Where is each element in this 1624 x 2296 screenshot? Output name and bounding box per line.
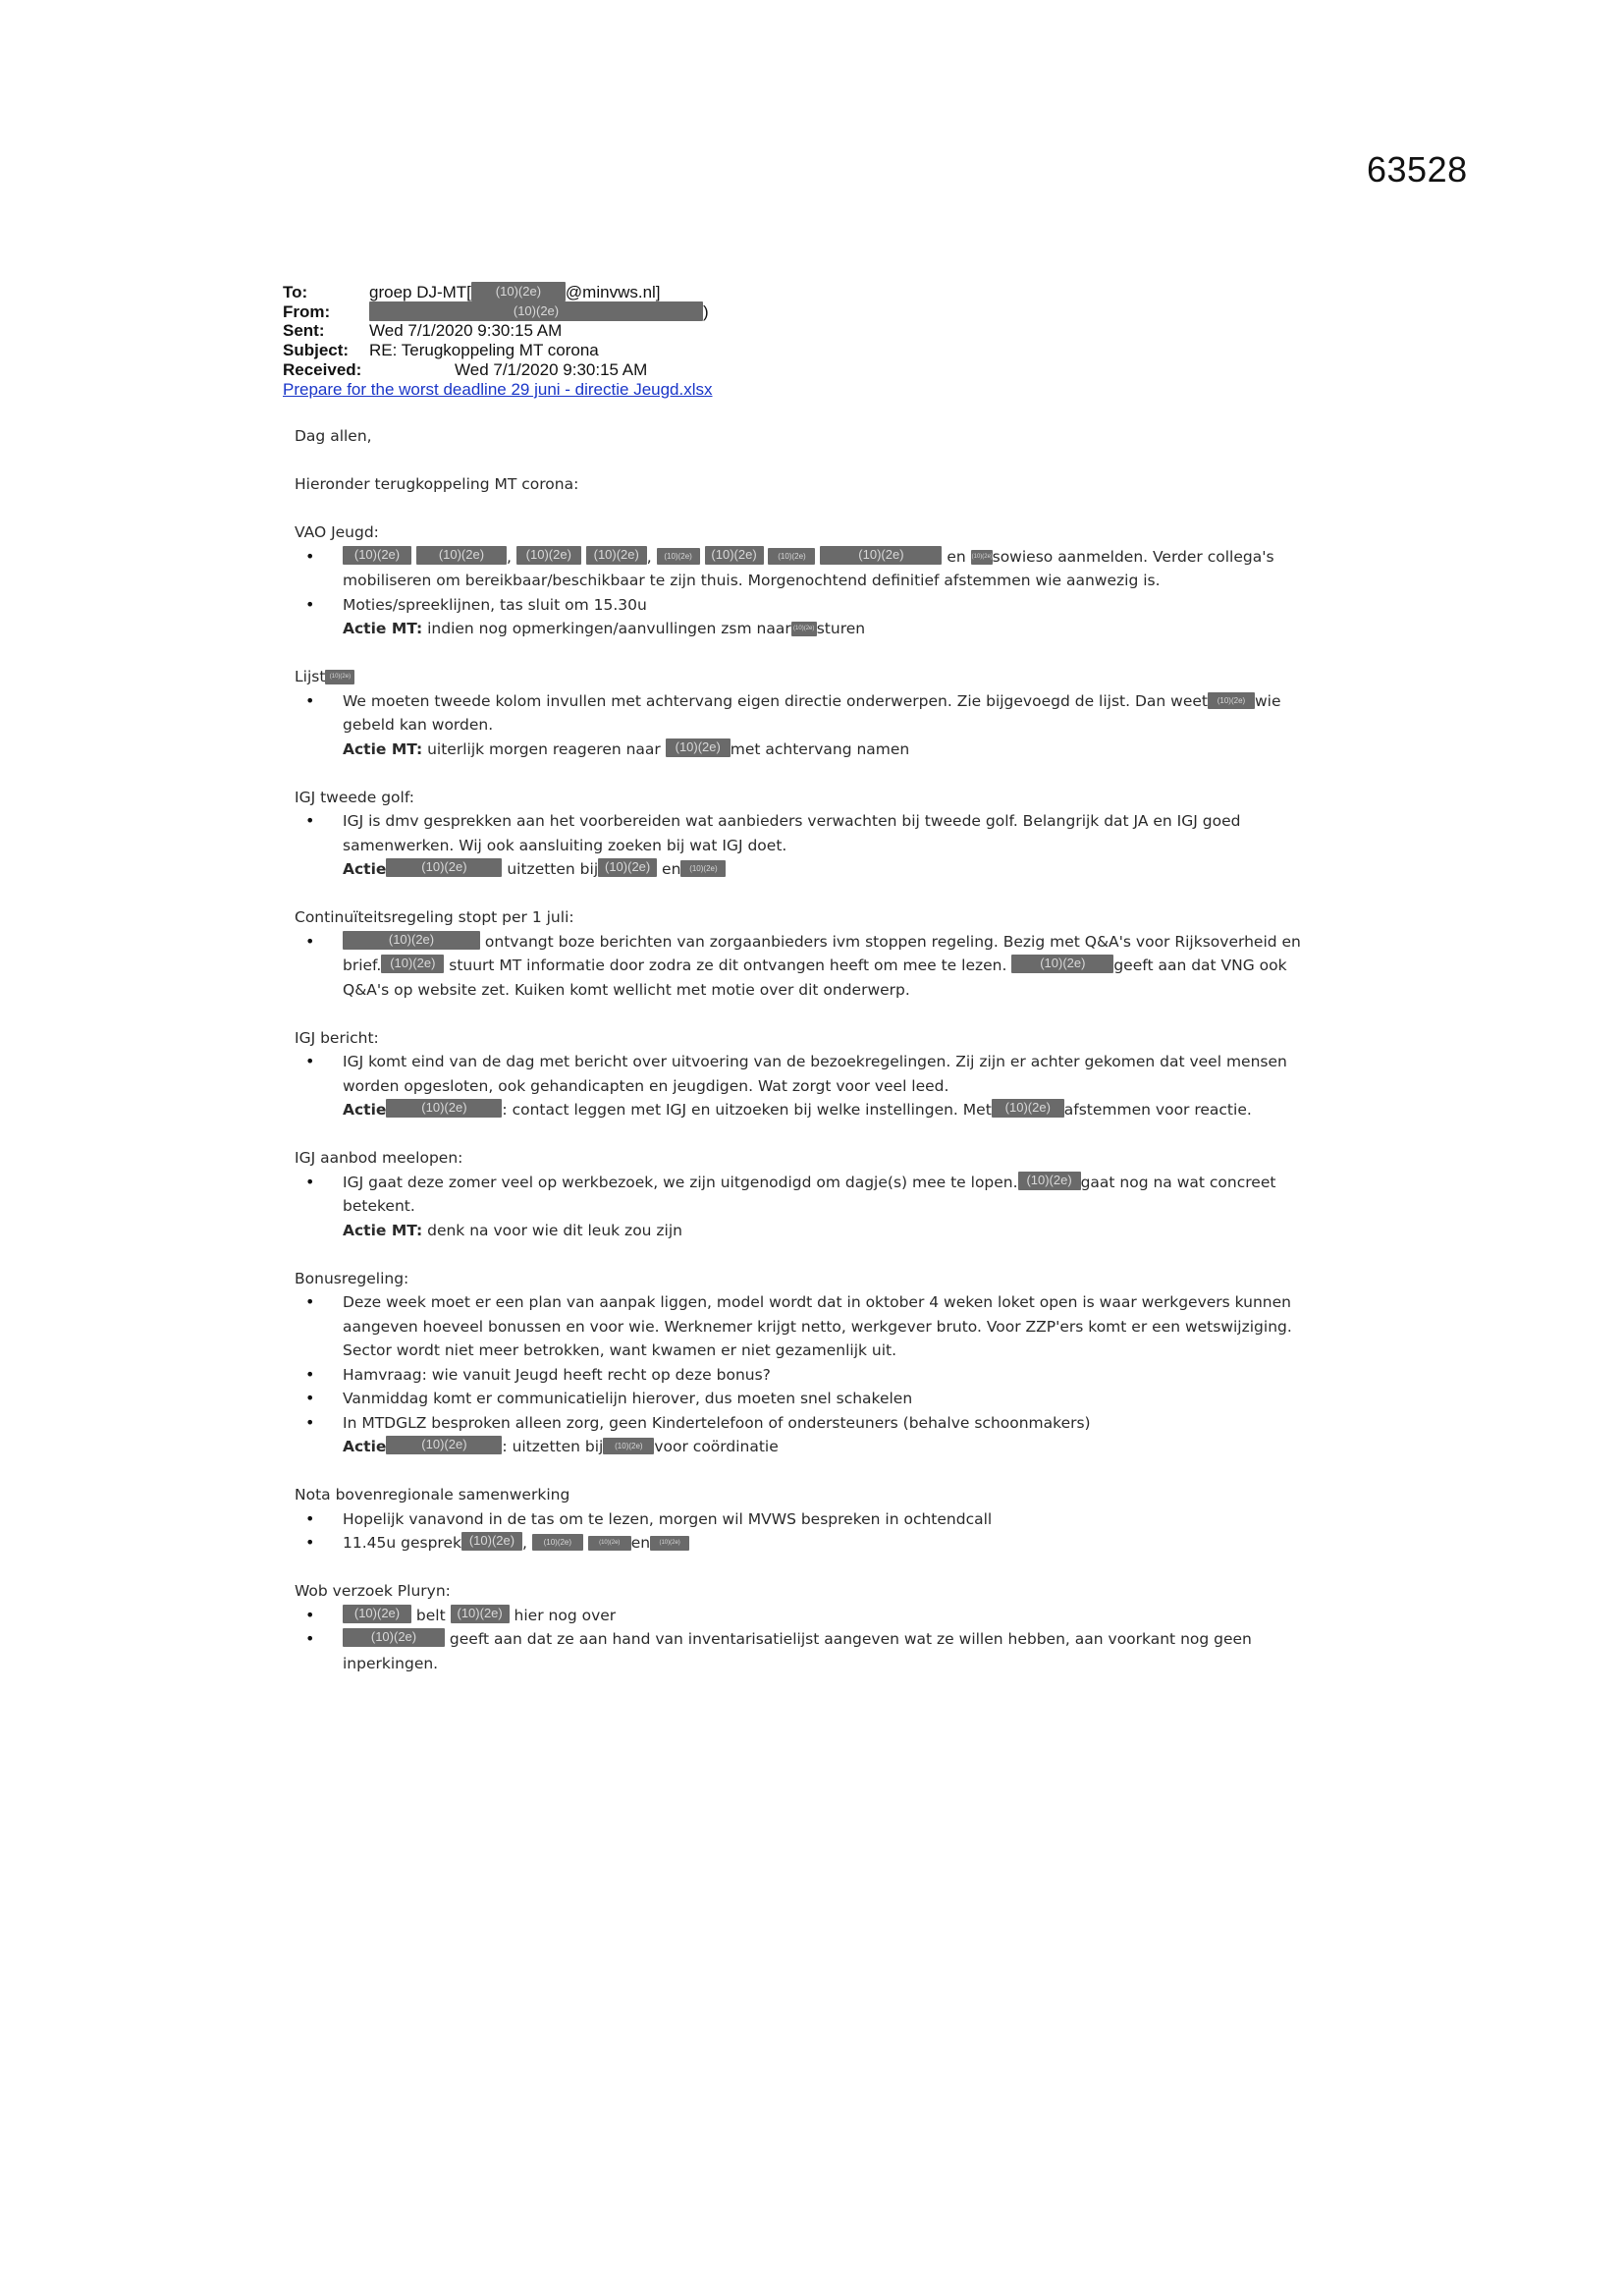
from-label: From: — [283, 302, 331, 321]
sent-label: Sent: — [283, 321, 325, 340]
section-title-igj-aanbod: IGJ aanbod meelopen: — [295, 1149, 463, 1167]
redaction: (10)(2e) — [650, 1536, 689, 1551]
redaction: (10)(2e) — [461, 1532, 522, 1551]
to-row — [283, 282, 713, 301]
list-item: • (10)(2e) geeft aan dat ze aan hand van inventarisatielijst aangeven wat ze willen hebben, aan voorkant nog geen inperkingen. — [295, 1627, 1335, 1675]
section-title-vao: VAO Jeugd: — [295, 523, 379, 541]
redaction: (10)(2e) — [386, 1099, 502, 1118]
attachment-link[interactable]: Prepare for the worst deadline 29 juni - directie Jeugd.xlsx — [283, 380, 713, 399]
greeting: Dag allen, — [295, 427, 372, 445]
redaction: (10)(2e) — [768, 548, 815, 565]
redaction: (10)(2e) — [343, 546, 411, 565]
received-row — [283, 360, 713, 380]
from-row — [283, 301, 713, 321]
list-item: • 11.45u gesprek (10)(2e) , (10)(2e) (10)(2e) en (10)(2e) — [295, 1531, 1335, 1556]
redaction: (10)(2e) — [386, 1436, 502, 1454]
subject-label: Subject: — [283, 341, 350, 359]
redaction: (10)(2e) — [516, 546, 581, 565]
section-title-nota: Nota bovenregionale samenwerking — [295, 1486, 570, 1503]
redaction: (10)(2e) — [705, 546, 764, 565]
redaction: (10)(2e) — [603, 1438, 654, 1454]
sent-row — [283, 321, 713, 341]
action-line: Actie (10)(2e) : uitzetten bij (10)(2e) voor coördinatie — [343, 1437, 779, 1455]
action-line: Actie MT: uiterlijk morgen reageren naar (10)(2e) met achtervang namen — [343, 738, 910, 758]
redaction: (10)(2e) — [343, 1628, 445, 1647]
section-title-lijst: Lijst (10)(2e) — [295, 665, 1335, 689]
action-line: Actie (10)(2e) uitzetten bij (10)(2e) en (10)(2e) — [295, 857, 1335, 882]
received-label: Received: — [283, 360, 362, 379]
redaction: (10)(2e) — [416, 546, 507, 565]
list-item: • Moties/spreeklijnen, tas sluit om 15.30u — [295, 593, 1335, 618]
list-item: • IGJ is dmv gesprekken aan het voorbereiden wat aanbieders verwachten bij tweede golf. Belangrijk dat JA en IGJ goed samenwerken. Wij ook aansluiting zoeken bij wat IGJ doet. — [295, 809, 1335, 857]
subject-value: RE: Terugkoppeling MT corona — [369, 341, 599, 359]
redaction: (10)(2e) — [471, 282, 566, 301]
list-item: • In MTDGLZ besproken alleen zorg, geen Kindertelefoon of ondersteuners (behalve schoonmakers) — [295, 1411, 1335, 1436]
action-line: Actie MT: indien nog opmerkingen/aanvullingen zsm naar (10)(2e) sturen — [343, 620, 866, 637]
redaction: (10)(2e) — [325, 670, 354, 684]
section-title-igj-golf: IGJ tweede golf: — [295, 788, 414, 806]
redaction: (10)(2e) — [1208, 692, 1255, 709]
list-item: • Hopelijk vanavond in de tas om te lezen, morgen wil MVWS bespreken in ochtendcall — [295, 1507, 1335, 1532]
email-body — [295, 424, 1335, 1675]
section-title-wob: Wob verzoek Pluryn: — [295, 1582, 451, 1600]
redaction: (10)(2e) — [1011, 955, 1113, 973]
redaction: (10)(2e) — [343, 1605, 411, 1623]
to-label: To: — [283, 283, 308, 301]
list-item: • IGJ gaat deze zomer veel op werkbezoek, we zijn uitgenodigd om dagje(s) mee te lopen. (10)(2e) gaat nog na wat concreet betekent. — [295, 1171, 1335, 1219]
redaction: (10)(2e) — [588, 1536, 631, 1551]
to-value-post: @minvws.nl] — [565, 283, 661, 301]
redaction: (10)(2e) — [532, 1534, 583, 1551]
redaction: (10)(2e) — [381, 955, 444, 973]
intro: Hieronder terugkoppeling MT corona: — [295, 475, 579, 493]
redaction: (10)(2e) — [666, 738, 731, 757]
from-value-post: ) — [703, 302, 709, 321]
list-item: • (10)(2e) ontvangt boze berichten van zorgaanbieders ivm stoppen regeling. Bezig met Q&A's voor Rijksoverheid en brief. (10)(2e) stuurt MT informatie door zodra ze dit ontvangen heeft om mee te lezen. (10)(2e) geeft aan dat VNG ook Q&A's op website zet. Kuiken komt wellicht met motie over dit onderwerp. — [295, 930, 1335, 1003]
list-item: • Hamvraag: wie vanuit Jeugd heeft recht op deze bonus? — [295, 1363, 1335, 1388]
redaction: (10)(2e) — [586, 546, 647, 565]
action-line: Actie MT: denk na voor wie dit leuk zou zijn — [343, 1221, 682, 1239]
redaction: (10)(2e) — [343, 931, 480, 950]
email-header — [283, 282, 713, 400]
redaction: (10)(2e) — [451, 1605, 510, 1623]
redaction: (10)(2e) — [971, 550, 993, 565]
list-item: • Vanmiddag komt er communicatielijn hierover, dus moeten snel schakelen — [295, 1387, 1335, 1411]
list-item: • Deze week moet er een plan van aanpak liggen, model wordt dat in oktober 4 weken loket open is waar werkgevers kunnen aangeven hoeveel bonussen en voor wie. Werknemer krijgt netto, werkgever bruto. Voor ZZP'ers komt er een wetswijziging. Sector wordt niet meer betrokken, want kwamen er niet gezamenlijk uit. — [295, 1290, 1335, 1363]
list-item: • (10)(2e) (10)(2e) , (10)(2e) (10)(2e) , (10)(2e) (10)(2e) (10)(2e) (10)(2e) en (10)(2e)sowieso aanmelden. Verder collega's mobiliseren om bereikbaar/beschikbaar te zijn thuis. Morgenochtend definitief afstemmen wie aanwezig is. — [295, 545, 1335, 593]
redaction: (10)(2e) — [657, 548, 700, 565]
redaction: (10)(2e) — [992, 1099, 1064, 1118]
list-item: • We moeten tweede kolom invullen met achtervang eigen directie onderwerpen. Zie bijgevoegd de lijst. Dan weet (10)(2e) wie gebeld kan worden. — [295, 689, 1335, 738]
to-value-pre: groep DJ-MT[ — [369, 283, 471, 301]
redaction: (10)(2e) — [820, 546, 942, 565]
list-item: • IGJ komt eind van de dag met bericht over uitvoering van de bezoekregelingen. Zij zijn er achter gekomen dat veel mensen worden opgesloten, ook gehandicapten en jeugdigen. Wat zorgt voor veel leed. — [295, 1050, 1335, 1098]
redaction: (10)(2e) — [598, 858, 657, 877]
subject-row — [283, 341, 713, 360]
redaction: (10)(2e) — [1018, 1172, 1081, 1190]
list-item: • (10)(2e) belt (10)(2e) hier nog over — [295, 1604, 1335, 1628]
section-title-igj-bericht: IGJ bericht: — [295, 1028, 379, 1047]
sent-value: Wed 7/1/2020 9:30:15 AM — [369, 321, 563, 340]
attachment-row — [283, 380, 713, 400]
document-number: 63528 — [1367, 149, 1468, 190]
redaction: (10)(2e) — [386, 858, 502, 877]
section-title-continuiteit: Continuïteitsregeling stopt per 1 juli: — [295, 908, 574, 926]
redaction: (10)(2e) — [791, 622, 817, 636]
section-title-bonus: Bonusregeling: — [295, 1269, 409, 1287]
action-line: Actie (10)(2e) : contact leggen met IGJ en uitzoeken bij welke instellingen. Met (10)(2e) afstemmen voor reactie. — [343, 1100, 1252, 1119]
redaction: (10)(2e) — [369, 301, 703, 321]
redaction: (10)(2e) — [680, 860, 726, 877]
received-value: Wed 7/1/2020 9:30:15 AM — [455, 360, 648, 379]
